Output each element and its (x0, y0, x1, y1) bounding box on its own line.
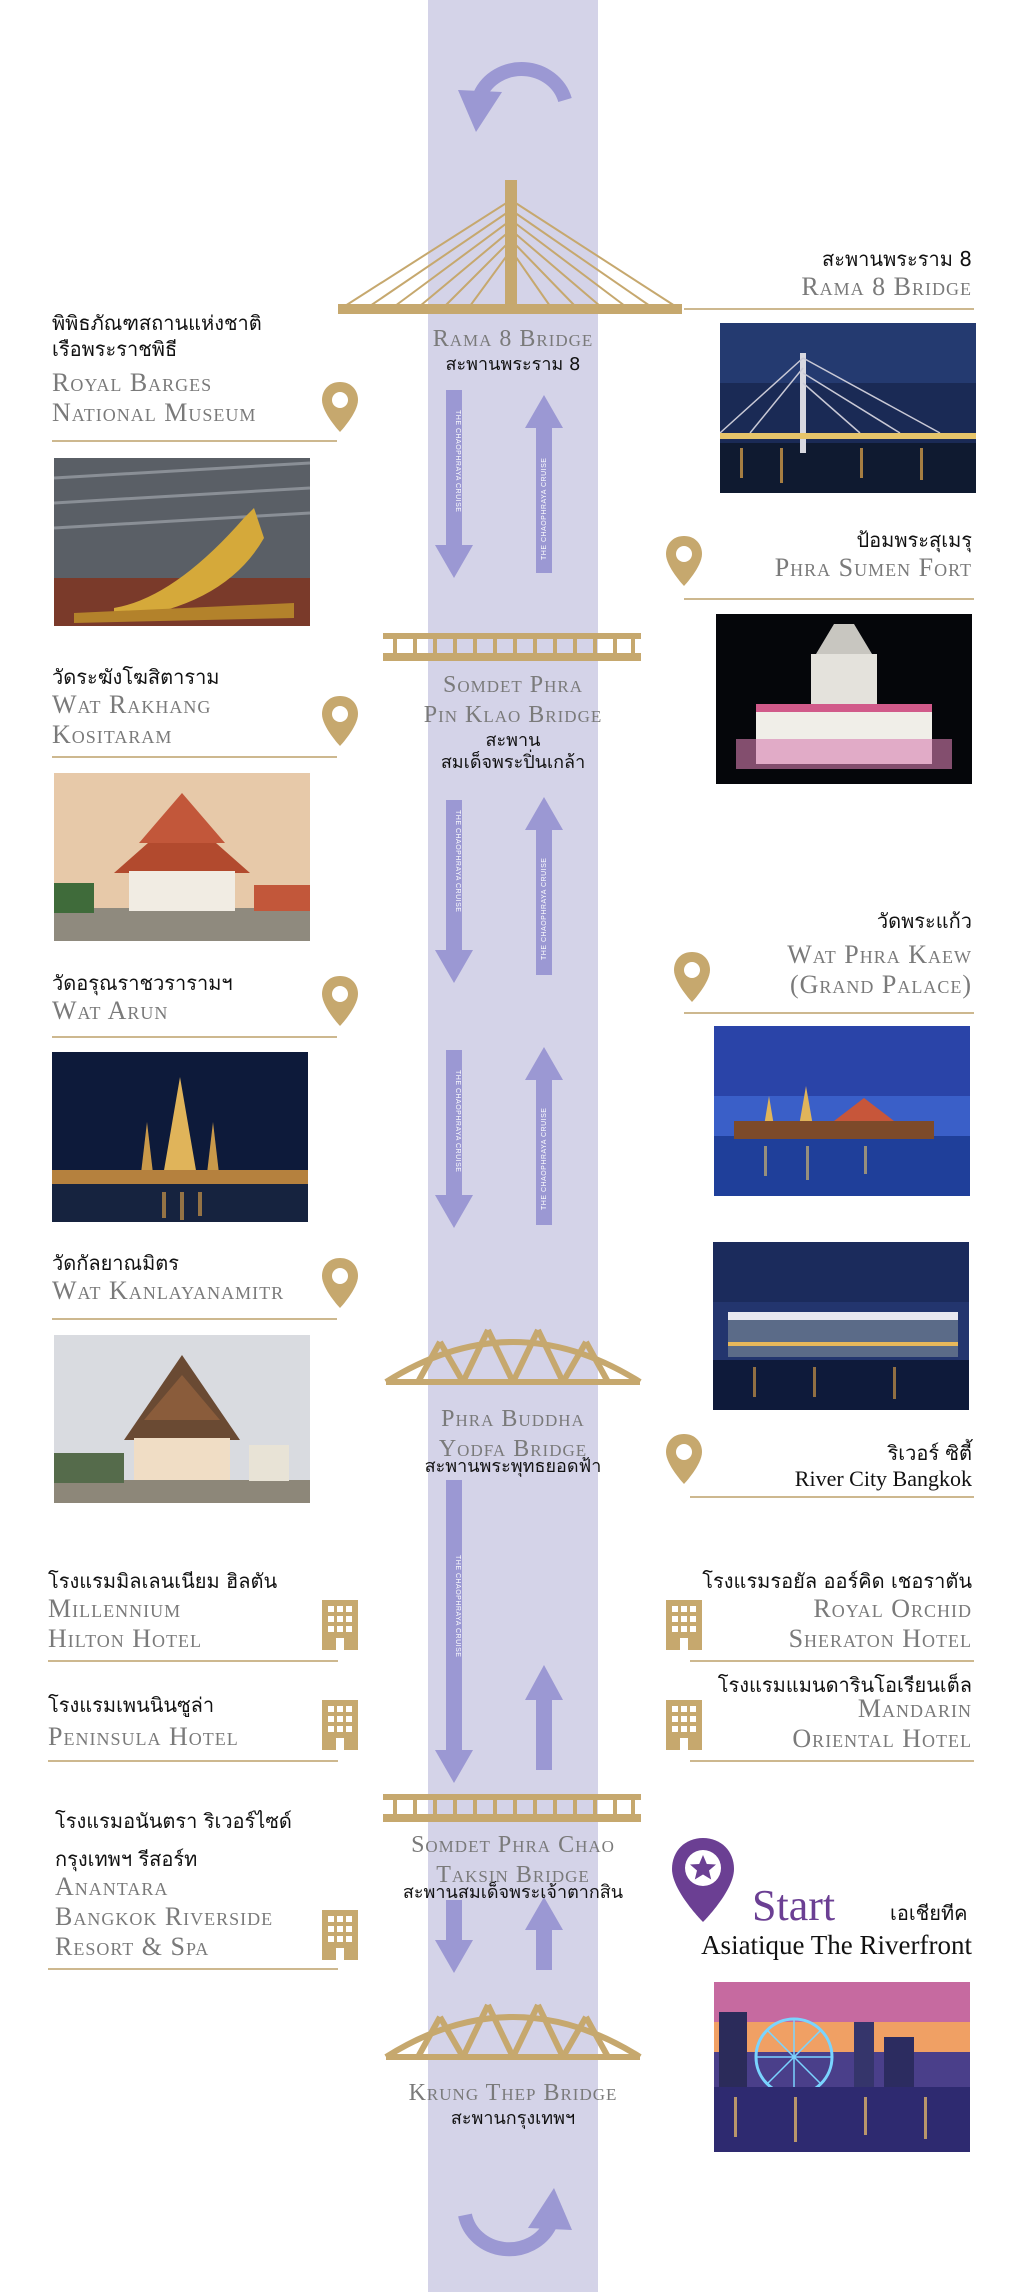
poi-wat-arun[interactable]: วัดอรุณราชวรารามฯ Wat Arun (52, 971, 233, 1025)
poi-royal-barges[interactable]: พิพิธภัณฑสถานแห่งชาติ เรือพระราชพิธี Royal Barges National Museum (52, 311, 262, 427)
wat-phra-kaew-photo (714, 1026, 970, 1196)
hotel-icon (322, 1910, 358, 1960)
rama8-photo (720, 323, 976, 493)
poi-river-city[interactable]: ริเวอร์ ซิตี้ River City Bangkok (794, 1441, 972, 1491)
asiatique-thai: เอเชียทีค (890, 1901, 968, 1925)
buddha-yodfa-bridge-label: Phra Buddha Yodfa Bridge สะพานพระพุทธยอดฟ้า (424, 1406, 602, 1477)
cruise-label: THE CHAOPHRAYA CRUISE (541, 1107, 548, 1210)
divider (52, 756, 337, 758)
royal-barges-photo (54, 458, 310, 626)
divider (684, 598, 974, 600)
start-pin-icon (670, 1836, 736, 1924)
cruise-label: THE CHAOPHRAYA CRUISE (454, 1555, 461, 1658)
krungthep-bridge-label: Krung Thep Bridge สะพานกรุงเทพฯ (408, 2080, 618, 2129)
buddha-yodfa-bridge-icon (378, 1312, 648, 1392)
asiatique-photo (714, 1982, 970, 2152)
divider (52, 1318, 337, 1320)
wat-rakhang-photo (54, 773, 310, 941)
location-pin-icon (664, 1432, 704, 1486)
divider (52, 1036, 337, 1038)
taksin-bridge-label: Somdet Phra Chao Taksin Bridge สะพานสมเด็จพระเจ้าตากสิน (402, 1832, 624, 1903)
rama8-bridge-icon (335, 180, 685, 320)
phra-sumen-photo (716, 614, 972, 784)
start-label: Start (752, 1881, 836, 1930)
cruise-label: THE CHAOPHRAYA CRUISE (541, 857, 548, 960)
divider (684, 1012, 974, 1014)
poi-anantara[interactable]: โรงแรมอนันตรา ริเวอร์ไซด์ กรุงเทพฯ รีสอร์ท Anantara Bangkok Riverside Resort & Spa (55, 1809, 292, 1961)
divider (48, 1660, 338, 1662)
divider (684, 308, 974, 310)
rama8-bridge-label: Rama 8 Bridge สะพานพระราม 8 (432, 326, 594, 375)
cruise-label: THE CHAOPHRAYA CRUISE (454, 810, 461, 913)
poi-millennium-hilton[interactable]: โรงแรมมิลเลนเนียม ฮิลตัน Millennium Hilton Hotel (48, 1569, 278, 1653)
location-pin-icon (672, 950, 712, 1004)
poi-phra-sumen[interactable]: ป้อมพระสุเมรุ Phra Sumen Fort (774, 528, 972, 582)
poi-peninsula[interactable]: โรงแรมเพนนินซูล่า Peninsula Hotel (48, 1693, 239, 1751)
poi-wat-kanlayanamitr[interactable]: วัดกัลยาณมิตร Wat Kanlayanamitr (52, 1251, 285, 1305)
cruise-label: THE CHAOPHRAYA CRUISE (454, 410, 461, 513)
poi-wat-phra-kaew[interactable]: วัดพระแก้ว Wat Phra Kaew (Grand Palace) (787, 909, 972, 999)
divider (52, 440, 337, 442)
river-city-photo (713, 1242, 969, 1410)
location-pin-icon (320, 1256, 360, 1310)
cruise-label: THE CHAOPHRAYA CRUISE (541, 457, 548, 560)
poi-rama8[interactable]: สะพานพระราม 8 Rama 8 Bridge (801, 247, 972, 301)
krungthep-bridge-icon (378, 1987, 648, 2067)
divider (690, 1660, 974, 1662)
hotel-icon (322, 1600, 358, 1650)
divider (48, 1760, 338, 1762)
divider (48, 1968, 338, 1970)
location-pin-icon (320, 380, 360, 434)
hotel-icon (322, 1700, 358, 1750)
wat-arun-photo (52, 1052, 308, 1222)
cruise-label: THE CHAOPHRAYA CRUISE (454, 1070, 461, 1173)
hotel-icon (666, 1600, 702, 1650)
location-pin-icon (664, 534, 704, 588)
taksin-bridge-icon (383, 1794, 643, 1824)
poi-royal-orchid[interactable]: โรงแรมรอยัล ออร์คิด เชอราตัน Royal Orchid Sheraton Hotel (702, 1569, 972, 1653)
hotel-icon (666, 1700, 702, 1750)
location-pin-icon (320, 694, 360, 748)
divider (690, 1496, 974, 1498)
asiatique-name[interactable]: Asiatique The Riverfront (701, 1930, 972, 1960)
divider (690, 1760, 974, 1762)
wat-kanlayanamitr-photo (54, 1335, 310, 1503)
location-pin-icon (320, 974, 360, 1028)
pinklao-bridge-label: Somdet Phra Pin Klao Bridge สะพาน สมเด็จพระปิ่นเกล้า (423, 672, 603, 773)
poi-wat-rakhang[interactable]: วัดระฆังโฆสิตาราม Wat Rakhang Kositaram (52, 665, 220, 749)
pinklao-bridge-icon (383, 633, 643, 663)
poi-mandarin-oriental[interactable]: โรงแรมแมนดารินโอเรียนเต็ล Mandarin Oriental Hotel (717, 1673, 972, 1753)
